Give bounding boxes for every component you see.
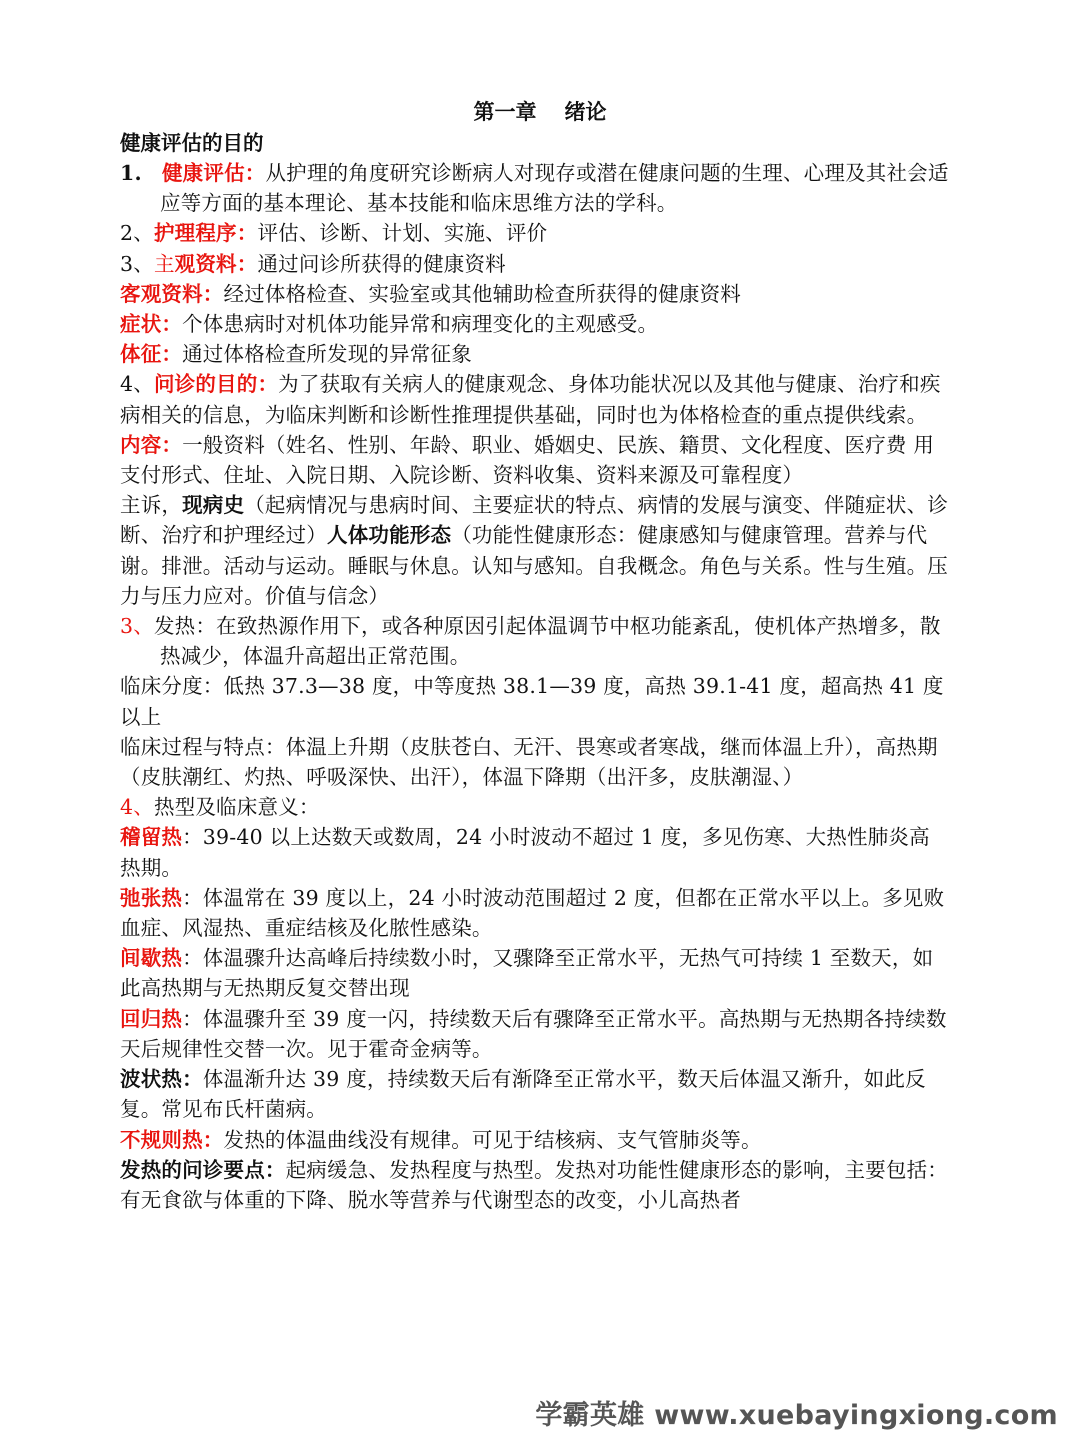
term-subjective-data: 观资料： — [174, 251, 258, 276]
item-number: 1. — [120, 161, 142, 185]
item-objective-data — [120, 279, 950, 309]
term-fever-type: 回归热 — [120, 1006, 183, 1031]
term-inquiry-points: 发热的问诊要点： — [120, 1157, 286, 1182]
definition-sign: 通过体格检查所发现的异常征象 — [182, 342, 472, 367]
item-inquiry-purpose — [120, 369, 950, 429]
item-fever — [120, 611, 950, 671]
definition-fever-type: ：39-40 以上达数天或数周，24 小时波动不超过 1 度，多见伤寒、大热性肺炎高热期。 — [120, 825, 930, 880]
item-sign — [120, 339, 950, 369]
fever-type-relapsing — [120, 1004, 950, 1064]
definition-fever-type: 发热的体温曲线没有规律。可见于结核病、支气管肺炎等。 — [223, 1127, 762, 1152]
definition-content: 一般资料（姓名、性别、年龄、职业、婚姻史、民族、籍贯、文化程度、医疗费 用支付形式、住址、入院日期、入院诊断、资料收集、资料来源及可靠程度） — [120, 432, 935, 488]
item-symptom — [120, 309, 950, 339]
term-objective-data: 客观资料： — [120, 281, 224, 306]
definition-objective-data: 经过体格检查、实验室或其他辅助检查所获得的健康资料 — [223, 281, 741, 306]
term-fever-type: 不规则热： — [120, 1127, 224, 1152]
definition-fever-type: ：体温常在 39 度以上，24 小时波动范围超过 2 度，但都在正常水平以上。多见败血症、风湿热、重症结核及化脓性感染。 — [120, 885, 945, 941]
term-inquiry-purpose: 问诊的目的： — [153, 372, 279, 397]
fever-type-remittent — [120, 883, 950, 943]
section-heading: 健康评估的目的 — [120, 131, 264, 155]
definition-fever-type: ：体温骤升至 39 度一闪，持续数天后有骤降至正常水平。高热期与无热期各持续数天后规律性交替一次。见于霍奇金病等。 — [120, 1006, 947, 1061]
fever-inquiry-points — [120, 1155, 950, 1215]
item-number: 2、 — [120, 221, 154, 246]
fever-grading: 临床分度：低热 37.3—38 度，中等度热 38.1—39 度，高热 39.1-41 度，超高热 41 度以上 — [120, 674, 944, 729]
definition-inquiry-points: 起病缓急、发热程度与热型。发热对功能性健康形态的影响，主要包括：有无食欲与体重的下降、脱水等营养与代谢型态的改变，小儿高热者 — [120, 1157, 949, 1212]
item-content — [120, 430, 950, 490]
definition-inquiry-purpose: 为了获取有关病人的健康观念、身体功能状况以及其他与健康、治疗和疾病相关的信息，为临床判断和诊断性推理提供基础，同时也为体格检查的重点提供线索。 — [120, 372, 941, 427]
document-page — [120, 96, 950, 1215]
item-number: 3、 — [120, 251, 154, 276]
item-number: 4、 — [120, 372, 154, 397]
fever-type-irregular — [120, 1125, 950, 1155]
item-health-assessment — [120, 158, 950, 218]
chapter-name: 绪论 — [564, 99, 607, 124]
history-text-2: （起病情况与患病时间、主要症状的特点、病情的发展与演变、伴随症状、诊断、治疗和护理经过） — [120, 493, 949, 548]
fever-process: 临床过程与特点：体温上升期（皮肤苍白、无汗、畏寒或者寒战，继而体温上升），高热期（皮肤潮红、灼热、呼吸深快、出汗），体温下降期（出汗多，皮肤潮湿、） — [120, 734, 938, 790]
fever-type-undulant — [120, 1064, 950, 1124]
definition-fever-type: 体温渐升达 39 度，持续数天后有渐降至正常水平，数天后体温又渐升，如此反复。常见布氏杆菌病。 — [120, 1067, 926, 1122]
fever-type-continuous — [120, 822, 950, 882]
definition-fever: 发热：在致热源作用下，或各种原因引起体温调节中枢功能紊乱，使机体产热增多，散热减少，体温升高超出正常范围。 — [153, 614, 941, 669]
watermark-footer: 学霸英雄 www.xuebayingxiong.com — [535, 1400, 1058, 1431]
definition-subjective-data: 通过问诊所获得的健康资料 — [257, 251, 506, 276]
item-nursing-process — [120, 218, 950, 248]
history-text-1: 主诉， — [120, 493, 183, 518]
term-body-function: 人体功能形态 — [327, 523, 452, 548]
term-fever-type: 间歇热 — [120, 946, 183, 971]
term-symptom: 症状： — [120, 312, 183, 337]
fever-types-heading-text: 热型及临床意义： — [153, 795, 320, 820]
term-subjective-prefix: 主 — [153, 251, 175, 276]
definition-health-assessment: 从护理的角度研究诊断病人对现存或潜在健康问题的生理、心理及其社会适应等方面的基本理论、基本技能和临床思维方法的学科。 — [160, 161, 949, 216]
definition-fever-type: ：体温骤升达高峰后持续数小时，又骤降至正常水平，无热气可持续 1 至数天，如此高热期与无热期反复交替出现 — [120, 946, 934, 1001]
term-fever-type: 稽留热 — [120, 825, 183, 850]
item-number: 4、 — [120, 795, 154, 820]
term-fever-type: 弛张热 — [120, 885, 183, 910]
term-fever-type: 波状热： — [120, 1067, 203, 1092]
item-subjective-data — [120, 249, 950, 279]
definition-symptom: 个体患病时对机体功能异常和病理变化的主观感受。 — [182, 312, 659, 337]
chapter-number: 第一章 — [473, 99, 537, 124]
term-content: 内容： — [120, 432, 183, 457]
fever-type-intermittent — [120, 943, 950, 1003]
chapter-title — [130, 96, 950, 128]
history-text-3: （功能性健康形态：健康感知与健康管理。营养与代谢。排泄。活动与运动。睡眠与休息。认知与感知。自我概念。角色与关系。性与生殖。压力与压力应对。价值与信念） — [120, 523, 948, 608]
term-present-illness: 现病史 — [182, 493, 245, 518]
fever-types-heading — [120, 792, 950, 822]
definition-nursing-process: 评估、诊断、计划、实施、评价 — [257, 221, 548, 246]
term-health-assessment: 健康评估： — [161, 161, 266, 185]
item-number: 3、 — [120, 614, 154, 639]
term-sign: 体征： — [120, 342, 183, 367]
term-nursing-process: 护理程序： — [153, 221, 258, 246]
item-history — [120, 490, 950, 611]
